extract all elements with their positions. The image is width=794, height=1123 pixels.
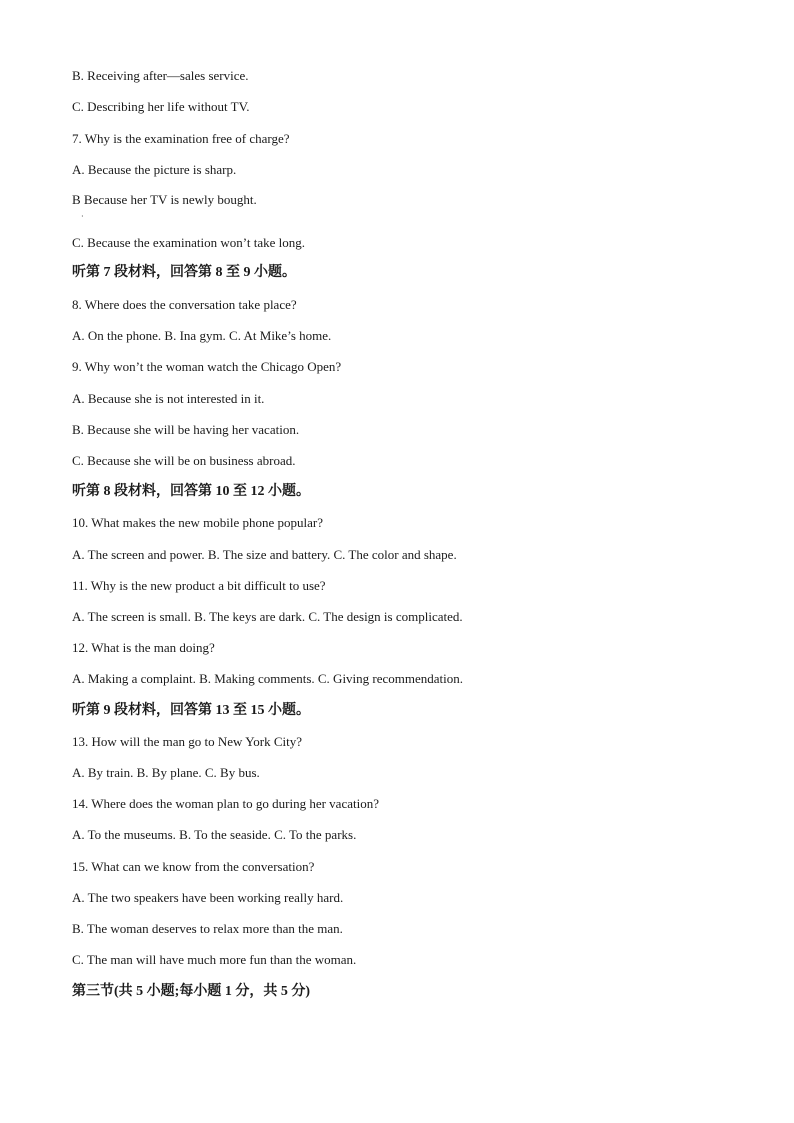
option-9b: B. Because she will be having her vacation. bbox=[72, 422, 300, 437]
section-heading-passage-8: 听第 8 段材料，回答第 10 至 12 小题。 bbox=[72, 484, 310, 499]
question-13: 13. How will the man go to New York City? bbox=[72, 734, 303, 749]
options-12: A. Making a complaint. B. Making comments. C. Giving recommendation. bbox=[72, 671, 464, 686]
option-9a: A. Because she is not interested in it. bbox=[72, 391, 265, 406]
question-10: 10. What makes the new mobile phone popular? bbox=[72, 515, 324, 530]
section-heading-passage-7: 听第 7 段材料，回答第 8 至 9 小题。 bbox=[72, 265, 296, 280]
question-12: 12. What is the man doing? bbox=[72, 640, 215, 655]
option-7c: C. Because the examination won’t take long. bbox=[72, 235, 305, 250]
section-heading-part-3: 第三节(共 5 小题;每小题 1 分，共 5 分) bbox=[72, 984, 310, 999]
stray-dot-mark: · bbox=[81, 212, 84, 221]
section-heading-passage-9: 听第 9 段材料，回答第 13 至 15 小题。 bbox=[72, 703, 310, 718]
options-11: A. The screen is small. B. The keys are dark. C. The design is complicated. bbox=[72, 609, 463, 624]
option-7a: A. Because the picture is sharp. bbox=[72, 162, 237, 177]
options-13: A. By train. B. By plane. C. By bus. bbox=[72, 765, 260, 780]
option-6c: C. Describing her life without TV. bbox=[72, 99, 250, 114]
question-9: 9. Why won’t the woman watch the Chicago Open? bbox=[72, 359, 342, 374]
option-15c: C. The man will have much more fun than the woman. bbox=[72, 952, 357, 967]
option-6b: B. Receiving after—sales service. bbox=[72, 68, 249, 83]
options-8: A. On the phone. B. Ina gym. C. At Mike’s home. bbox=[72, 328, 332, 343]
option-7b: B Because her TV is newly bought. bbox=[72, 192, 257, 207]
options-14: A. To the museums. B. To the seaside. C. To the parks. bbox=[72, 827, 357, 842]
question-7: 7. Why is the examination free of charge? bbox=[72, 131, 290, 146]
question-11: 11. Why is the new product a bit difficult to use? bbox=[72, 578, 326, 593]
option-9c: C. Because she will be on business abroad. bbox=[72, 453, 296, 468]
question-14: 14. Where does the woman plan to go during her vacation? bbox=[72, 796, 379, 811]
options-10: A. The screen and power. B. The size and battery. C. The color and shape. bbox=[72, 547, 457, 562]
question-15: 15. What can we know from the conversation? bbox=[72, 859, 315, 874]
question-8: 8. Where does the conversation take place? bbox=[72, 297, 297, 312]
option-15b: B. The woman deserves to relax more than the man. bbox=[72, 921, 343, 936]
option-15a: A. The two speakers have been working really hard. bbox=[72, 890, 344, 905]
